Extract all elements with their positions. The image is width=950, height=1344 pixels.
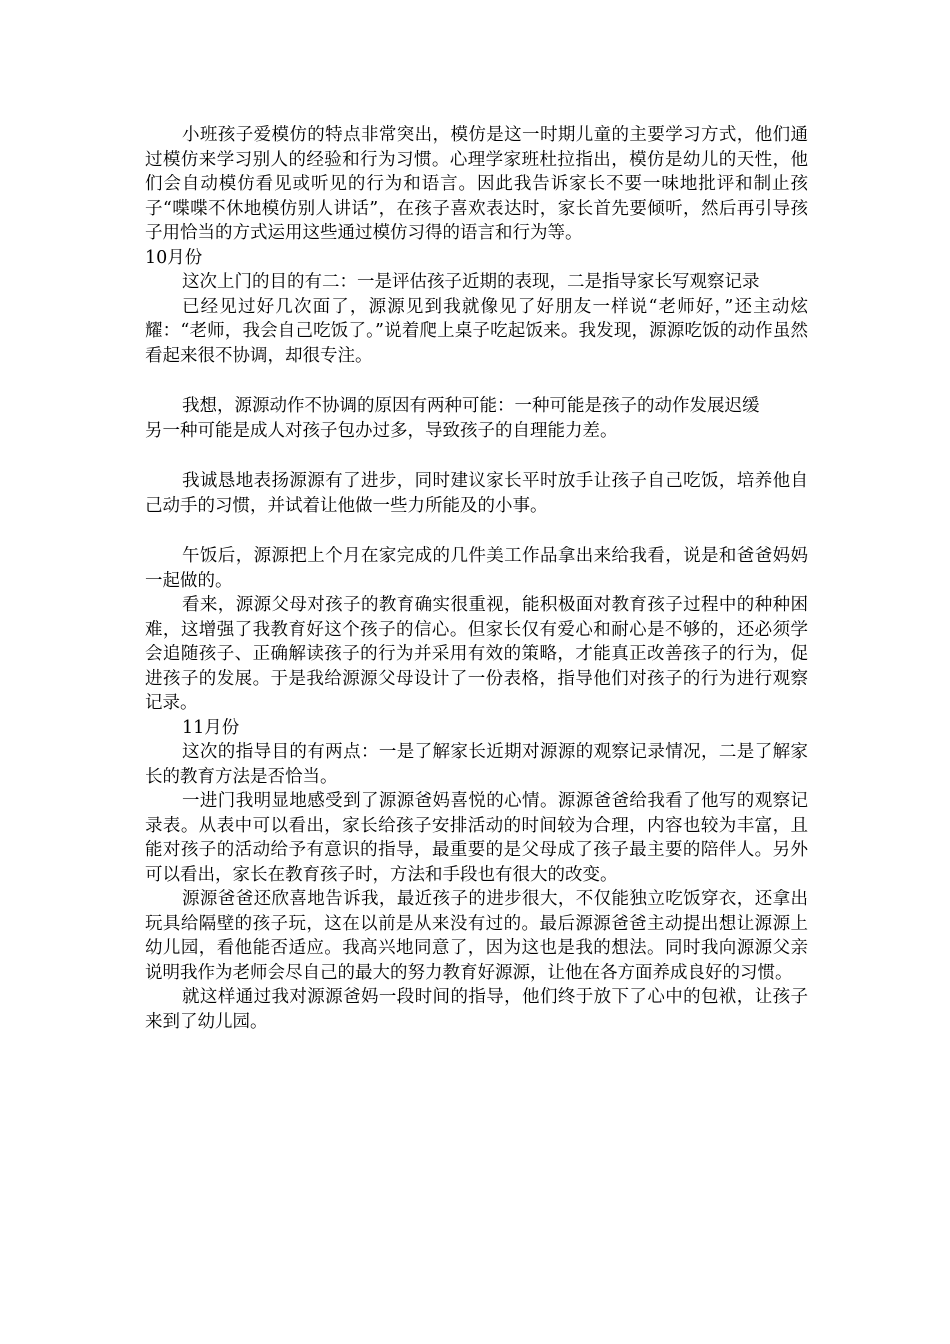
document-body: [145, 123, 808, 1034]
paragraph-meeting: 已经见过好几次面了，源源见到我就像见了好朋友一样说“老师好，”还主动炫耀：“老师，我会自己吃饭了。”说着爬上桌子吃起饭来。我发现，源源吃饭的动作虽然看起来很不协调，却很专注。: [145, 296, 808, 366]
heading-november: 11月份: [182, 717, 240, 738]
paragraph-visit-purpose: 这次上门的目的有二：一是评估孩子近期的表现，二是指导家长写观察记录: [182, 272, 760, 292]
paragraph-artwork: 午饭后，源源把上个月在家完成的几件美工作品拿出来给我看，说是和爸爸妈妈一起做的。: [145, 546, 808, 591]
paragraph-observation-record: 一进门我明显地感受到了源源爸妈喜悦的心情。源源爸爸给我看了他写的观察记录表。从表中可以看出，家长给孩子安排活动的时间较为合理，内容也较为丰富，且能对孩子的活动给予有意识的指导，最重要的是父母成了孩子最主要的陪伴人。另外可以看出，家长在教育孩子时，方法和手段也有很大的改变。: [145, 791, 808, 885]
heading-october: 10月份: [145, 247, 203, 268]
paragraph-parents: 看来，源源父母对孩子的教育确实很重视，能积极面对教育孩子过程中的种种困难，这增强了我教育好这个孩子的信心。但家长仅有爱心和耐心是不够的，还必须学会追随孩子、正确解读孩子的行为并采用有效的策略，才能真正改善孩子的行为，促进孩子的发展。于是我给源源父母设计了一份表格，指导他们对孩子的行为进行观察记录。: [145, 595, 808, 713]
paragraph-reasons-line2: 另一种可能是成人对孩子包办过多，导致孩子的自理能力差。: [145, 420, 618, 441]
spacer: [145, 368, 808, 394]
paragraph-guidance-purpose: 这次的指导目的有两点：一是了解家长近期对源源的观察记录情况，二是了解家长的教育方法是否恰当。: [145, 742, 808, 787]
spacer: [145, 443, 808, 469]
spacer: [145, 518, 808, 544]
paragraph-reasons-line1: 我想，源源动作不协调的原因有两种可能：一种可能是孩子的动作发展迟缓: [182, 396, 760, 416]
paragraph-praise: 我诚恳地表扬源源有了进步，同时建议家长平时放手让孩子自己吃饭，培养他自己动手的习惯，并试着让他做一些力所能及的小事。: [145, 471, 808, 516]
paragraph-imitation: 小班孩子爱模仿的特点非常突出，模仿是这一时期儿童的主要学习方式，他们通过模仿来学习别人的经验和行为习惯。心理学家班杜拉指出，模仿是幼儿的天性，他们会自动模仿看见或听见的行为和语言。因此我告诉家长不要一味地批评和制止孩子“喋喋不休地模仿别人讲话”，在孩子喜欢表达时，家长首先要倾听，然后再引导孩子用恰当的方式运用这些通过模仿习得的语言和行为等。: [145, 125, 808, 243]
paragraph-progress: 源源爸爸还欣喜地告诉我，最近孩子的进步很大，不仅能独立吃饭穿衣，还拿出玩具给隔壁的孩子玩，这在以前是从来没有过的。最后源源爸爸主动提出想让源源上幼儿园，看他能否适应。我高兴地同意了，因为这也是我的想法。同时我向源源父亲说明我作为老师会尽自己的最大的努力教育好源源，让他在各方面养成良好的习惯。: [145, 889, 808, 983]
paragraph-conclusion: 就这样通过我对源源爸妈一段时间的指导，他们终于放下了心中的包袱，让孩子来到了幼儿园。: [145, 987, 808, 1032]
